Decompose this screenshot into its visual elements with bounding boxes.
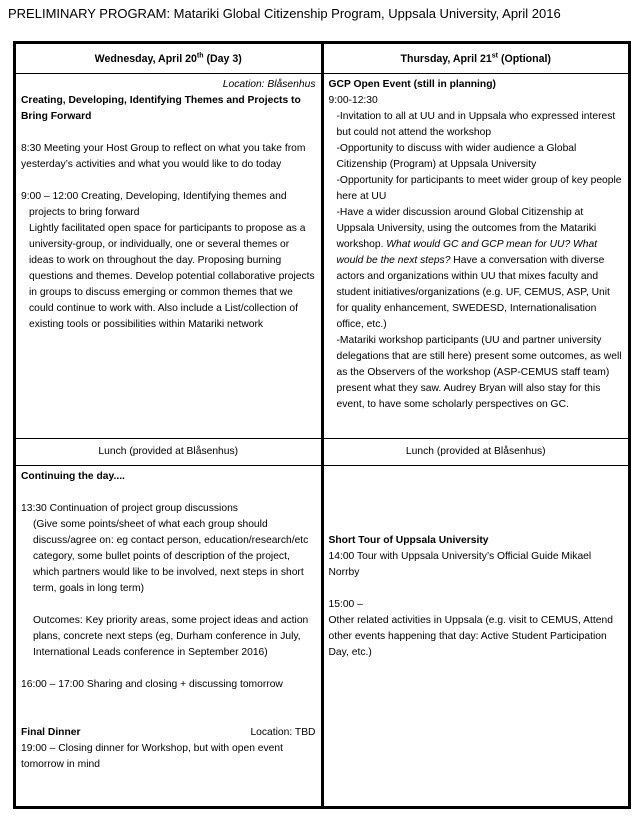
cell-wednesday-afternoon [15,466,323,808]
wednesday-session-heading: Creating, Developing, Identifying Themes and Projects to Bring Forward [21,95,301,122]
agenda-item-0830: 8:30 Meeting your Host Group to reflect on what you take from yesterday’s activities and what you would like to do today [21,143,306,170]
location-note: Location: Blåsenhus [222,79,316,90]
final-dinner-heading: Final Dinner [21,727,81,738]
program-table [13,41,631,809]
spacer [329,469,624,533]
gcp-open-event-time: 9:00-12:30 [328,95,378,106]
cell-wednesday-morning [15,74,323,439]
spacer [21,125,316,141]
header-wednesday [15,43,323,74]
lunch-thursday: Lunch (provided at Blåsenhus) [322,439,630,466]
cell-thursday-morning [322,74,630,439]
agenda-item-1500: 15:00 – [328,599,363,610]
final-dinner-line [21,725,316,741]
header-wednesday-superscript: th [196,51,204,59]
final-dinner-location: Location: TBD [250,727,316,738]
gcp-open-event-bullets [329,109,624,413]
header-thursday-superscript: st [491,51,498,59]
bullet-invitation: -Invitation to all at UU and in Uppsala who expressed interest but could not attend the workshop [336,111,616,138]
spacer [21,597,316,613]
lunch-wednesday: Lunch (provided at Blåsenhus) [15,439,323,466]
header-wednesday-suffix: (Day 3) [203,52,242,65]
bullet-opportunity-discuss: -Opportunity to discuss with wider audience a Global Citizenship (Program) at Uppsala University [336,143,577,170]
continuing-heading: Continuing the day.... [21,471,125,482]
spacer [329,581,624,597]
agenda-item-0900: 9:00 – 12:00 Creating, Developing, Identifying themes and projects to bring forward [21,191,287,218]
agenda-item-1400: 14:00 Tour with Uppsala University’s Official Guide Mikael Norrby [328,551,592,578]
agenda-item-0900-description: Lightly facilitated open space for participants to propose as a university-group, or individually, one or several themes or ideas to work on throughout the day. Proposing burning questions and themes. Develop potential collaborative projects in groups to discuss emerging or common themes that we could continue to work with. Also include a List/collection of existing tools or possibilities within Matariki network [29,223,315,330]
spacer [21,709,316,725]
spacer [21,661,316,677]
bullet-wider-discussion-question: What would GC and GCP mean for UU? What would be the next steps? [336,239,598,266]
header-thursday-suffix: (Optional) [498,52,551,65]
morning-row [15,74,630,439]
afternoon-row [15,466,630,808]
header-wednesday-text: Wednesday, April 20 [94,52,197,65]
bullet-participants-present: -Matariki workshop participants (UU and partner university delegations that are still here) present some outcomes, as well as the Observers of the workshop (ASP-CEMUS staff team) present what they saw. Audrey Bryan will also stay for this event, to have some scholarly perspectives on GC. [336,335,622,410]
bullet-opportunity-meet: -Opportunity for participants to meet wider group of key people here at UU [336,175,622,202]
header-row [15,43,630,74]
lunch-row [15,439,630,466]
agenda-item-1900: 19:00 – Closing dinner for Workshop, but with open event tomorrow in mind [21,743,283,770]
bullet-wider-discussion-lead: -Have a wider discussion around Global Citizenship at Uppsala University, using the outcomes from the Matariki workshop. [336,207,597,250]
agenda-item-1500-description: Other related activities in Uppsala (e.g. visit to CEMUS, Attend other events happening that day: Active Student Participation Day, etc.) [328,615,613,658]
bullet-wider-discussion [337,205,624,333]
bullet-wider-discussion-rest: Have a conversation with diverse actors and organizations within UU that mixes faculty and student initiatives/organizations (e.g. UF, CEMUS, ASP, Unit for quality enhancement, SWEDESD, Internationalisation office, etc.) [336,255,610,330]
gcp-open-event-heading: GCP Open Event (still in planning) [328,79,496,90]
short-tour-heading: Short Tour of Uppsala University [328,535,489,546]
spacer [21,485,316,501]
outcomes-note: Outcomes: Key priority areas, some project ideas and action plans, concrete next steps (eg, Durham conference in July, International Leads conference in September 2016) [33,615,309,658]
page-title: PRELIMINARY PROGRAM: Matariki Global Citizenship Program, Uppsala University, April 2016 [8,6,561,21]
agenda-item-1330: 13:30 Continuation of project group discussions [21,503,238,514]
cell-thursday-afternoon [322,466,630,808]
agenda-item-1330-description: (Give some points/sheet of what each group should discuss/agree on: eg contact person, education/research/etc category, some bullet points of description of the project, which partners would like to be involved, next steps in short term, goals in long term) [33,519,309,594]
spacer [21,173,316,189]
header-thursday [322,43,630,74]
spacer [21,693,316,709]
agenda-item-1600: 16:00 – 17:00 Sharing and closing + discussing tomorrow [21,679,283,690]
header-thursday-text: Thursday, April 21 [400,52,492,65]
